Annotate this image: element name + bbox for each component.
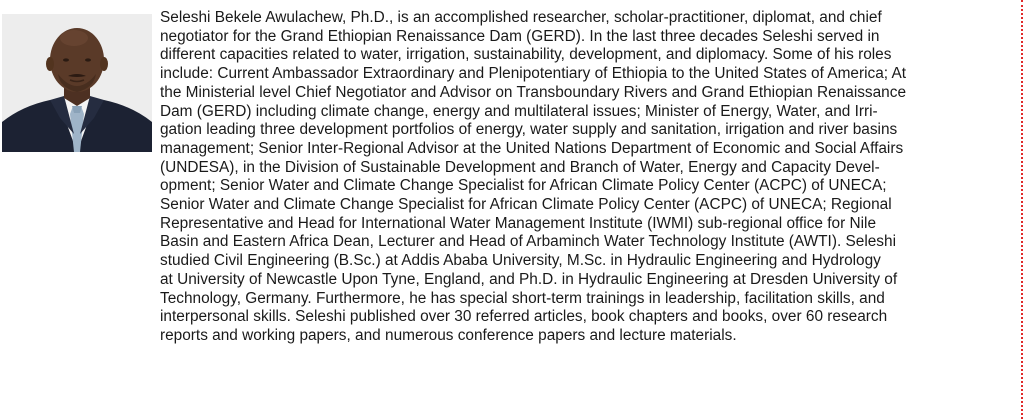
bio-line: include: Current Ambassador Extraordinary and Plenipotentiary of Ethiopia to the United States of America; At [160, 65, 907, 83]
bio-line: Basin and Eastern Africa Dean, Lecturer and Head of Arbaminch Water Technology Institute (AWTI). Seleshi [160, 233, 896, 251]
bio-line: Seleshi Bekele Awulachew, Ph.D., is an accomplished researcher, scholar-practitioner, diplomat, and chief [160, 9, 882, 26]
bio-line: negotiator for the Grand Ethiopian Renaissance Dam (GERD). In the last three decades Seleshi served in [160, 27, 880, 45]
page-border-dotted [1021, 0, 1023, 419]
bio-line: Representative and Head for International Water Management Institute (IWMI) sub-regional office for Nile [160, 214, 877, 232]
bio-line: reports and working papers, and numerous conference papers and lecture materials. [160, 326, 737, 344]
bio-line: at University of Newcastle Upon Tyne, England, and Ph.D. in Hydraulic Engineering at Dresden University of [160, 270, 898, 288]
bio-line: studied Civil Engineering (B.Sc.) at Addis Ababa University, M.Sc. in Hydraulic Engineering and Hydrology [160, 252, 881, 270]
bio-line: management; Senior Inter-Regional Advisor at the United Nations Department of Economic and Social Affairs [160, 139, 904, 157]
bio-line: Senior Water and Climate Change Specialist for African Climate Policy Center (ACPC) of UNECA; Regional [160, 196, 892, 214]
bio-text [160, 9, 1011, 346]
portrait-photo [2, 14, 152, 152]
bio-line: Technology, Germany. Furthermore, he has special short-term trainings in leadership, facilitation skills, and [160, 289, 885, 307]
bio-line: interpersonal skills. Seleshi published over 30 referred articles, book chapters and books, over 60 research [160, 308, 888, 326]
bio-line: opment; Senior Water and Climate Change Specialist for African Climate Policy Center (ACPC) of UNECA; [160, 177, 887, 195]
bio-line: the Ministerial level Chief Negotiator and Advisor on Transboundary Rivers and Grand Ethiopian Renaissance [160, 83, 907, 101]
bio-line: Dam (GERD) including climate change, energy and multilateral issues; Minister of Energy, Water, and Irri- [160, 102, 878, 120]
bio-line: (UNDESA), in the Division of Sustainable Development and Branch of Water, Energy and Capacity Devel- [160, 158, 880, 176]
bio-line: different capacities related to water, irrigation, sustainability, development, and diplomacy. Some of his roles [160, 46, 892, 64]
portrait-photo-icon [2, 14, 152, 152]
bio-line: gation leading three development portfolios of energy, water supply and sanitation, irrigation and river basins [160, 121, 898, 139]
